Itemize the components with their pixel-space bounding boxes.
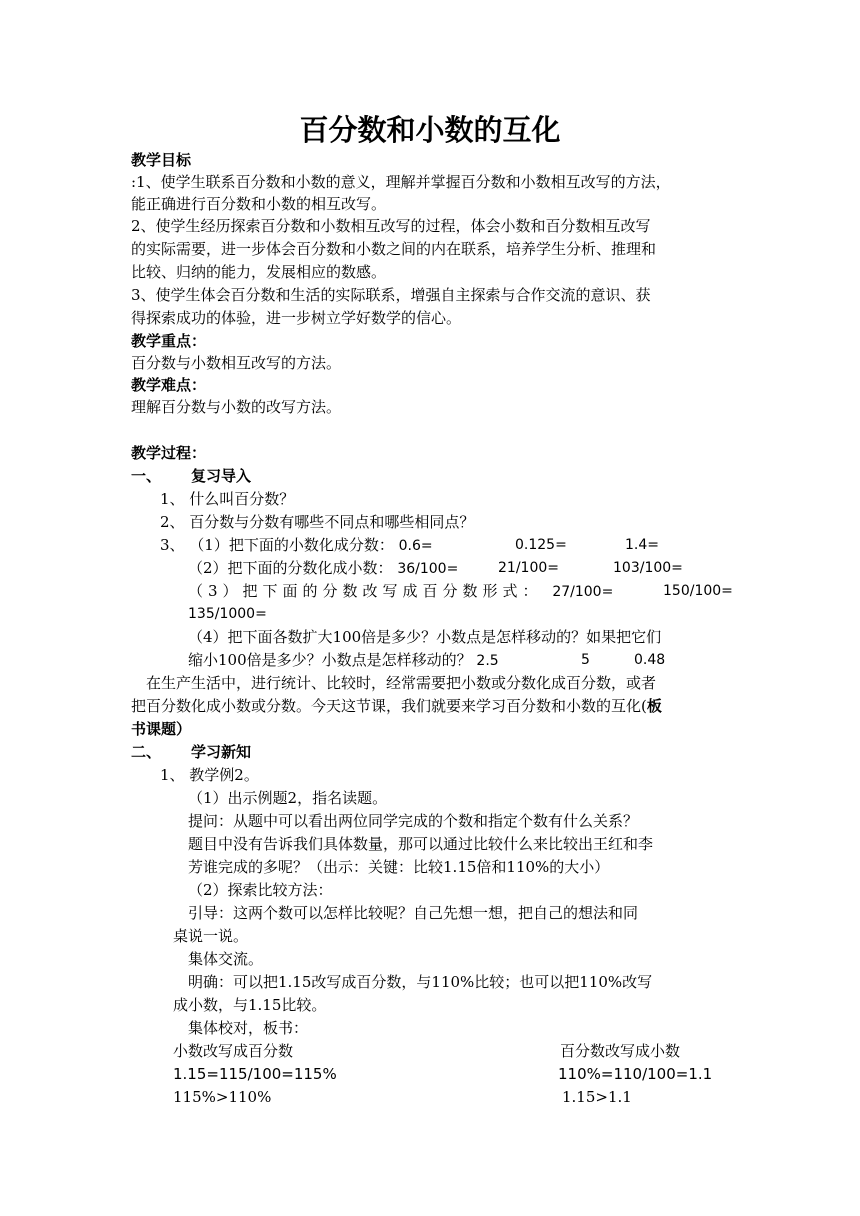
question-3-part-4-line-1: （4）把下面各数扩大100倍是多少？小数点是怎样移动的？如果把它们	[188, 628, 662, 646]
goal-2-line-3: 比较、归纳的能力，发展相应的数感。	[131, 263, 387, 281]
explore-heading: （2）探索比较方法：	[188, 881, 333, 899]
q4-value-2: 5	[581, 652, 590, 668]
intro-line-2-text: 把百分数化成小数或分数。今天这节课，我们就要来学习百分数和小数的互化(	[131, 697, 647, 715]
q3b-value-3: 103/100=	[613, 560, 683, 576]
goal-2-line-1: 2、使学生经历探索百分数和小数相互改写的过程，体会小数和百分数相互改写	[131, 217, 651, 235]
example-step-1: （1）出示例题2，指名读题。	[188, 789, 388, 807]
section-1-title: 复习导入	[191, 467, 252, 485]
board-right-line-1: 110%=110/100=1.1	[558, 1065, 713, 1083]
explore-discuss: 集体交流。	[188, 950, 264, 968]
example-heading: 1、 教学例2。	[160, 766, 259, 784]
board-right-line-2: 1.15>1.1	[562, 1088, 632, 1106]
question-3-part-3-text: （3）把下面的分数改写成百分数形式：	[188, 582, 543, 600]
example-text-2: 芳谁完成的多呢？（出示：关键：比较1.15倍和110%的大小）	[188, 858, 610, 876]
difficulty-text: 理解百分数与小数的改写方法。	[131, 398, 342, 416]
example-question: 提问：从题中可以看出两位同学完成的个数和指定个数有什么关系？	[188, 812, 639, 830]
goal-3-line-2: 得探索成功的体验，进一步树立学好数学的信心。	[131, 309, 462, 327]
goal-1-line-2: 能正确进行百分数和小数的相互改写。	[131, 195, 387, 213]
intro-bold-end: 书课题）	[131, 720, 192, 738]
q3-value-1: 0.6=	[398, 538, 433, 554]
q4-value-1: 2.5	[476, 653, 499, 669]
section-2-number: 二、	[131, 743, 162, 761]
question-3-part-1	[160, 534, 760, 557]
intro-line-2	[131, 695, 731, 717]
q3c-value-1: 27/100=	[552, 584, 614, 600]
question-3-part-2-text: （2）把下面的分数化成小数：	[188, 559, 393, 577]
process-heading: 教学过程：	[131, 444, 207, 462]
difficulty-heading: 教学难点：	[131, 376, 207, 394]
q3b-value-1: 36/100=	[397, 561, 459, 577]
board-left-line-2: 115%>110%	[173, 1088, 272, 1106]
question-1: 1、 什么叫百分数？	[160, 490, 295, 508]
example-text-1: 题目中没有告诉我们具体数量，那可以通过比较什么来比较出王红和李	[188, 835, 654, 853]
board-left-heading: 小数改写成百分数	[173, 1042, 294, 1060]
section-2-title: 学习新知	[191, 743, 252, 761]
goal-2-line-2: 的实际需要，进一步体会百分数和小数之间的内在联系，培养学生分析、推理和	[131, 240, 657, 258]
question-3-part-3	[188, 580, 788, 603]
question-3-part-4-text: 缩小100倍是多少？小数点是怎样移动的？	[188, 651, 472, 669]
section-1-number: 一、	[131, 467, 162, 485]
explore-clarify-2: 成小数，与1.15比较。	[173, 996, 327, 1014]
explore-board-intro: 集体校对，板书：	[188, 1019, 309, 1037]
q3c-value-2: 150/100=	[663, 583, 733, 599]
q3b-value-2: 21/100=	[498, 560, 559, 576]
section-1-heading	[131, 465, 731, 487]
goal-3-line-1: 3、使学生体会百分数和生活的实际联系，增强自主探索与合作交流的意识、获	[131, 286, 651, 304]
q3c-wrap-value: 135/1000=	[188, 606, 267, 622]
explore-clarify-1: 明确：可以把1.15改写成百分数，与110%比较；也可以把110%改写	[188, 973, 653, 991]
intro-bold-start: 板	[646, 697, 662, 715]
focus-heading: 教学重点：	[131, 332, 207, 350]
q3-value-2: 0.125=	[515, 537, 567, 553]
explore-guide-1: 引导：这两个数可以怎样比较呢？自己先想一想，把自己的想法和同	[188, 904, 639, 922]
document-title: 百分数和小数的互化	[299, 113, 561, 147]
question-3-part-4-line-2	[188, 649, 788, 672]
question-2: 2、 百分数与分数有哪些不同点和哪些相同点？	[160, 513, 475, 531]
focus-text: 百分数与小数相互改写的方法。	[131, 354, 342, 372]
explore-guide-2: 桌说一说。	[173, 927, 249, 945]
q4-value-3: 0.48	[634, 652, 666, 668]
section-2-heading	[131, 741, 731, 763]
board-left-line-1: 1.15=115/100=115%	[173, 1065, 337, 1083]
question-3-part-2	[188, 557, 788, 580]
board-right-heading: 百分数改写成小数	[560, 1042, 681, 1060]
intro-line-1: 在生产生活中，进行统计、比较时，经常需要把小数或分数化成百分数，或者	[146, 674, 657, 692]
goals-heading: 教学目标	[131, 151, 192, 169]
goal-1-line-1: :1、使学生联系百分数和小数的意义，理解并掌握百分数和小数相互改写的方法，	[131, 173, 671, 191]
q3-value-3: 1.4=	[625, 537, 659, 553]
question-3-part-1-text: 3、 （1）把下面的小数化成分数：	[160, 536, 394, 554]
